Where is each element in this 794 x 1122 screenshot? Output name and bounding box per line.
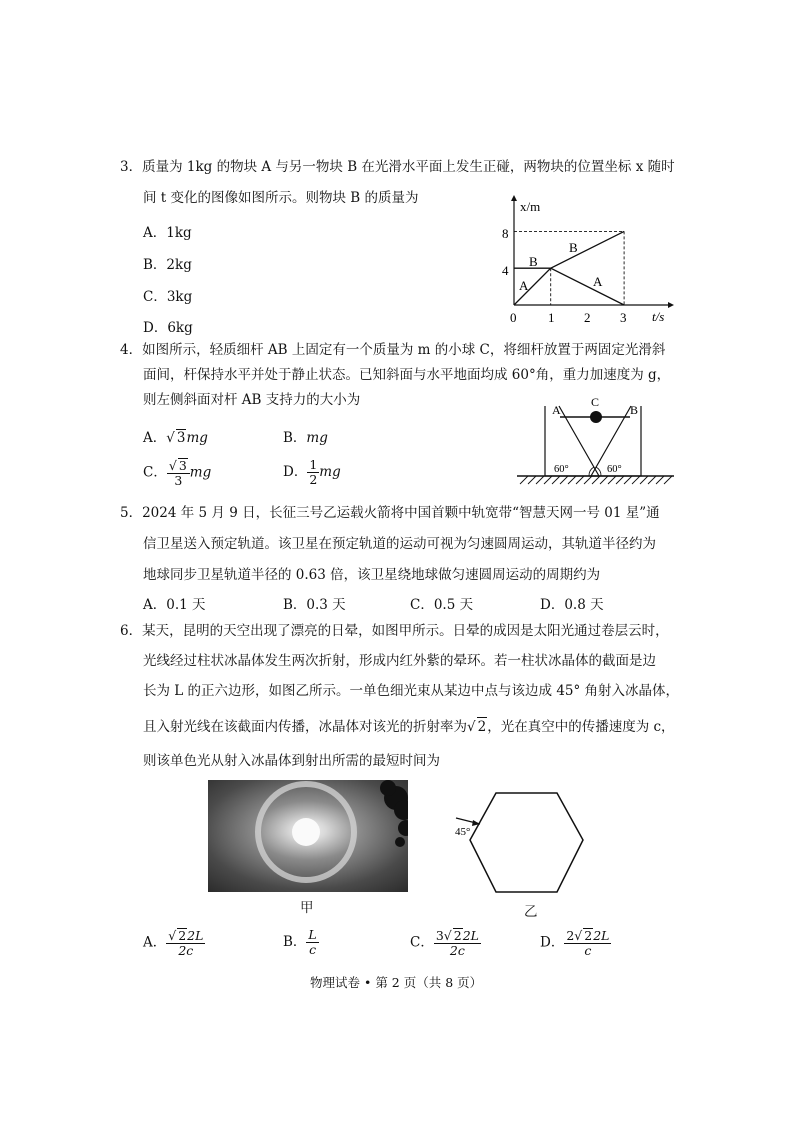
q3-option-d: D．6kg: [143, 320, 193, 336]
q6-option-a: A． $\frac{√ 22L}{2c}$: [143, 928, 204, 958]
label-a: A: [552, 403, 561, 417]
y-tick-8: 8: [502, 226, 509, 241]
angle-label-left: 60°: [554, 464, 569, 475]
q6-option-c: C． $\frac{3√ 22L}{2c}$: [410, 928, 479, 958]
q5-line2: 信卫星送入预定轨道。该卫星在预定轨道的运动可视为匀速圆周运动，其轨道半径约为: [143, 536, 656, 552]
x-tick-1: 1: [548, 310, 555, 325]
q5-option-a: A．0.1 天: [143, 597, 206, 613]
q5-option-b: B．0.3 天: [283, 597, 346, 613]
q6-line1: 6．某天，昆明的天空出现了漂亮的日晕，如图甲所示。日晕的成因是太阳光通过卷层云时，: [120, 623, 669, 639]
q6-line4: 且入射光线在该截面内传播，冰晶体对该光的折射率为√ 2，光在真空中的传播速度为 c，: [143, 719, 675, 735]
q3-xt-graph: [490, 195, 680, 330]
q4-line3: 则左侧斜面对杆 AB 支持力的大小为: [143, 392, 361, 408]
q3-line1: 3．质量为 1kg 的物块 A 与另一物块 B 在光滑水平面上发生正碰，两物块的位置坐标 x 随时: [120, 159, 675, 175]
hexagon: [470, 793, 583, 892]
q4-incline-figure: [512, 396, 677, 486]
q6-option-b: B． $\frac{L}{c}$: [283, 927, 317, 957]
page-footer: 物理试卷 • 第 2 页（共 8 页）: [310, 975, 483, 990]
caption-yi: 乙: [524, 904, 538, 920]
q3-option-a: A．1kg: [143, 225, 192, 241]
q4-option-a: A．√ 3mg: [143, 430, 208, 446]
label-c: C: [591, 396, 600, 409]
label-a-first: A: [519, 278, 529, 293]
x-tick-2: 2: [584, 310, 591, 325]
y-axis-label: x/m: [520, 199, 541, 214]
label-b-first: B: [529, 254, 538, 269]
q3-option-b: B．2kg: [143, 257, 192, 273]
hexagon-figure: [450, 788, 585, 898]
label-b: B: [630, 403, 639, 417]
q6-option-d: D． $\frac{2√ 22L}{c}$: [540, 928, 610, 958]
x-axis-arrow: [668, 302, 674, 308]
q5-option-d: D．0.8 天: [540, 597, 604, 613]
q3-line2: 间 t 变化的图像如图所示。则物块 B 的质量为: [143, 190, 419, 206]
q4-option-d: D． $\frac{1}{2}$ mg: [283, 457, 341, 487]
ground-hatching: [520, 476, 672, 484]
q6-line3: 长为 L 的正六边形，如图乙所示。一单色细光束从某边中点与该边成 45° 角射入冰晶体，: [143, 683, 680, 699]
label-b-second: B: [569, 240, 578, 255]
q4-option-c: C． $\frac{√ 3}{3}$ mg: [143, 458, 212, 488]
x-tick-0: 0: [510, 310, 517, 325]
series-a-line: [514, 268, 624, 305]
q4-line1: 4．如图所示，轻质细杆 AB 上固定有一个质量为 m 的小球 C，将细杆放置于两固定光滑斜: [120, 342, 666, 358]
caption-jia: 甲: [300, 900, 314, 916]
q4-line2: 面间，杆保持水平并处于静止状态。已知斜面与水平地面均成 60°角，重力加速度为 g，: [143, 367, 671, 383]
x-axis-label: t/s: [652, 309, 665, 324]
q5-option-c: C．0.5 天: [410, 597, 474, 613]
sun: [292, 818, 320, 846]
halo-photo: [208, 780, 408, 892]
q4-option-b: B．mg: [283, 430, 328, 446]
angle-label-right: 60°: [607, 464, 622, 475]
q6-line5: 则该单色光从射入冰晶体到射出所需的最短时间为: [143, 753, 440, 769]
q6-line2: 光线经过柱状冰晶体发生两次折射，形成内红外紫的晕环。若一柱状冰晶体的截面是边: [143, 653, 656, 669]
q5-line1: 5．2024 年 5 月 9 日，长征三号乙运载火箭将中国首颗中轨宽带“智慧天网一号 01 星”通: [120, 505, 660, 521]
x-tick-3: 3: [620, 310, 627, 325]
y-tick-4: 4: [502, 263, 509, 278]
q5-line3: 地球同步卫星轨道半径的 0.63 倍，该卫星绕地球做匀速圆周运动的周期约为: [143, 567, 601, 583]
q3-option-c: C．3kg: [143, 289, 193, 305]
angle-45-label: 45°: [455, 826, 471, 838]
label-a-second: A: [593, 274, 603, 289]
y-axis-arrow: [511, 195, 517, 201]
ball-c: [590, 411, 602, 423]
